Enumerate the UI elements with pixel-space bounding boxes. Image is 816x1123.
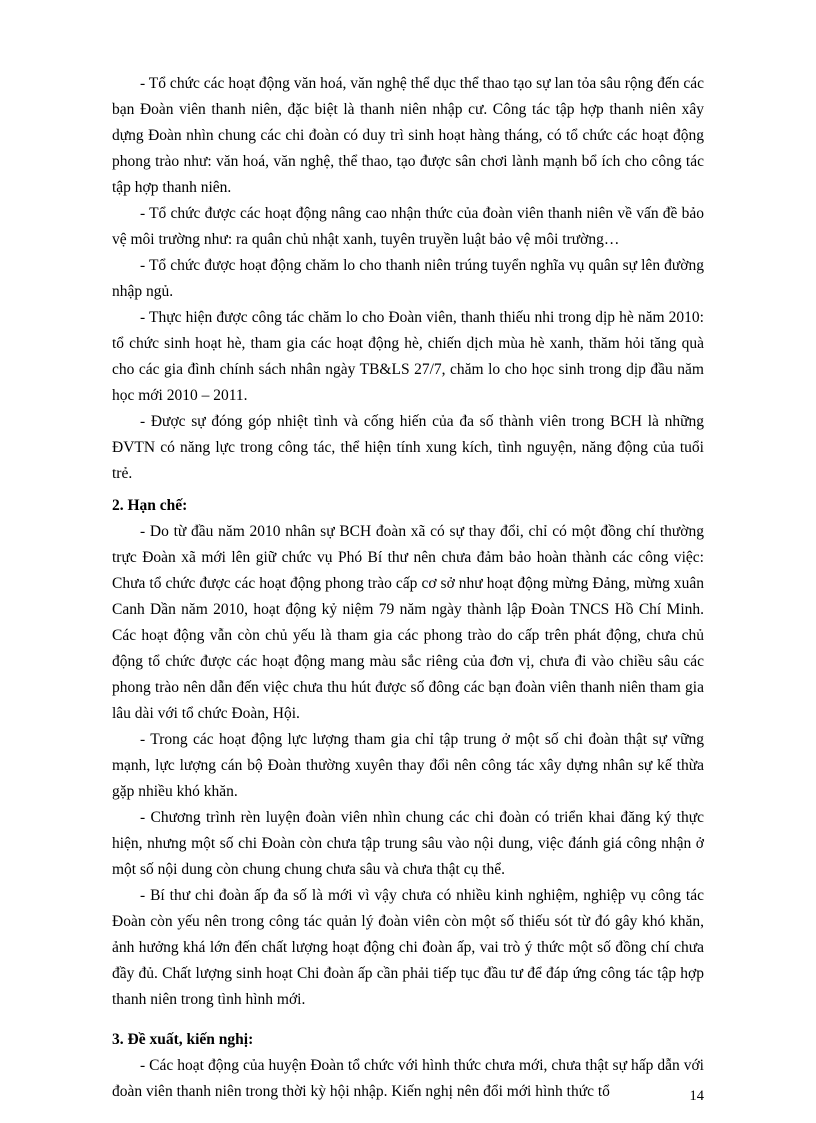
section-2-paragraph-2: - Trong các hoạt động lực lượng tham gia chỉ tập trung ở một số chi đoàn thật sự vững mạnh, lực lượng cán bộ Đoàn thường xuyên thay đổi nên công tác xây dựng nhân sự kế thừa gặp nhiều khó khăn. — [112, 731, 704, 800]
section-2-heading: 2. Hạn chế: — [112, 497, 188, 514]
page-content — [112, 71, 704, 1105]
paragraph-top-4: - Thực hiện được công tác chăm lo cho Đoàn viên, thanh thiếu nhi trong dịp hè năm 2010: tổ chức sinh hoạt hè, tham gia các hoạt động hè, chiến dịch mùa hè xanh, thăm hỏi tăng quà cho các gia đình chính sách nhân ngày TB&LS 27/7, chăm lo cho học sinh trong dịp đầu năm học mới 2010 – 2011. — [112, 309, 704, 404]
section-2-paragraph-4: - Bí thư chi đoàn ấp đa số là mới vì vậy chưa có nhiều kinh nghiệm, nghiệp vụ công tác Đoàn còn yếu nên trong công tác quản lý đoàn viên còn một số thiếu sót từ đó gây khó khăn, ảnh hưởng khá lớn đến chất lượng hoạt động chi đoàn ấp, vai trò ý thức một số đồng chí chưa đầy đủ. Chất lượng sinh hoạt Chi đoàn ấp cần phải tiếp tục đầu tư để đáp ứng công tác tập hợp thanh niên trong tình hình mới. — [112, 887, 704, 1008]
section-2-paragraph-1: - Do từ đầu năm 2010 nhân sự BCH đoàn xã có sự thay đổi, chỉ có một đồng chí thường trực Đoàn xã mới lên giữ chức vụ Phó Bí thư nên chưa đảm bảo hoàn thành các công việc: Chưa tổ chức được các hoạt động phong trào cấp cơ sở như hoạt động mừng Đảng, mừng xuân Canh Dần năm 2010, hoạt động kỷ niệm 79 năm ngày thành lập Đoàn TNCS Hồ Chí Minh. Các hoạt động vẫn còn chủ yếu là tham gia các phong trào do cấp trên phát động, chưa chủ động tổ chức được các hoạt động mang màu sắc riêng của đơn vị, chưa đi vào chiều sâu các phong trào nên dẫn đến việc chưa thu hút được số đông các bạn đoàn viên thanh niên tham gia lâu dài với tổ chức Đoàn, Hội. — [112, 523, 704, 722]
section-3-paragraph-1: - Các hoạt động của huyện Đoàn tổ chức với hình thức chưa mới, chưa thật sự hấp dẫn với đoàn viên thanh niên trong thời kỳ hội nhập. Kiến nghị nên đổi mới hình thức tổ — [112, 1057, 704, 1100]
paragraph-top-1: - Tổ chức các hoạt động văn hoá, văn nghệ thể dục thể thao tạo sự lan tỏa sâu rộng đến các bạn Đoàn viên thanh niên, đặc biệt là thanh niên nhập cư. Công tác tập hợp thanh niên xây dựng Đoàn nhìn chung các chi đoàn có duy trì sinh hoạt hàng tháng, có tổ chức các hoạt động phong trào như: văn hoá, văn nghệ, thể thao, tạo được sân chơi lành mạnh bổ ích cho công tác tập hợp thanh niên. — [112, 75, 704, 196]
paragraph-top-3: - Tổ chức được hoạt động chăm lo cho thanh niên trúng tuyển nghĩa vụ quân sự lên đường nhập ngủ. — [112, 257, 704, 300]
section-2-paragraph-3: - Chương trình rèn luyện đoàn viên nhìn chung các chi đoàn có triển khai đăng ký thực hiện, nhưng một số chi Đoàn còn chưa tập trung sâu vào nội dung, việc đánh giá công nhận ở một số nội dung còn chung chung chưa sâu và chưa thật cụ thể. — [112, 809, 704, 878]
paragraph-top-5: - Được sự đóng góp nhiệt tình và cống hiến của đa số thành viên trong BCH là những ĐVTN có năng lực trong công tác, thể hiện tính xung kích, tình nguyện, năng động của tuổi trẻ. — [112, 413, 704, 482]
paragraph-top-2: - Tổ chức được các hoạt động nâng cao nhận thức của đoàn viên thanh niên về vấn đề bảo vệ môi trường như: ra quân chủ nhật xanh, tuyên truyền luật bảo vệ môi trường… — [112, 205, 704, 248]
section-3-heading: 3. Đề xuất, kiến nghị: — [112, 1031, 254, 1048]
page-number: 14 — [689, 1088, 704, 1104]
